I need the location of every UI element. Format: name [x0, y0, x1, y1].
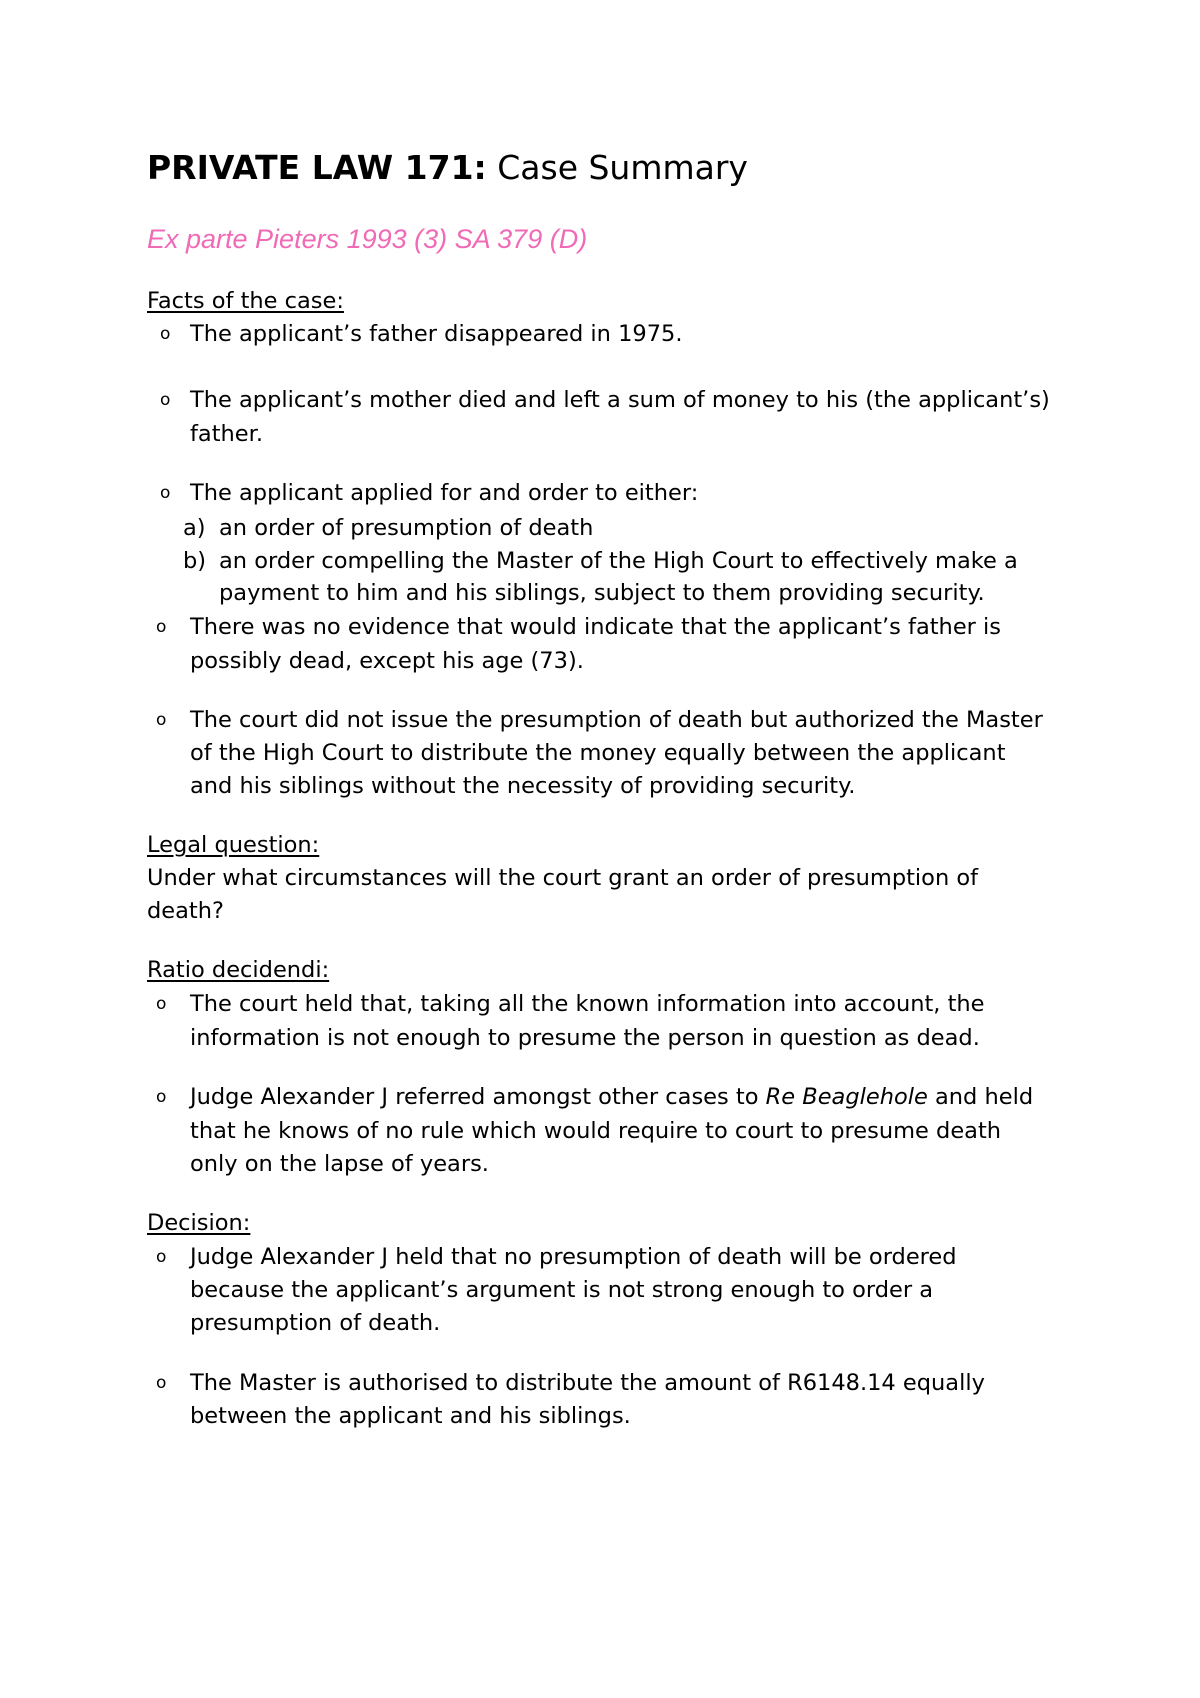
decision-item-2-line-1: The Master is authorised to distribute the amount of R6148.14 equally [190, 1370, 985, 1396]
sub-item-a-line-1: an order of presumption of death [219, 515, 594, 541]
title-subtitle: Case Summary [486, 148, 748, 187]
sub-item-a-label: a) [183, 515, 206, 541]
bullet-icon: o [156, 617, 167, 637]
sub-item-b-line-1: an order compelling the Master of the High Court to effectively make a [219, 548, 1018, 574]
facts-item-5-line-2: of the High Court to distribute the money equally between the applicant [190, 740, 1006, 766]
sub-item-b-label: b) [183, 548, 207, 574]
decision-item-1-line-1: Judge Alexander J held that no presumption of death will be ordered [190, 1244, 957, 1270]
legal-question-heading: Legal question: [147, 832, 320, 858]
bullet-icon: o [160, 324, 171, 344]
bullet-icon: o [156, 994, 167, 1014]
ratio-item-2-line-1-post: and held [927, 1084, 1034, 1110]
ratio-item-1-line-1: The court held that, taking all the known information into account, the [190, 991, 985, 1017]
case-name: Ex parte Pieters 1993 (3) SA 379 (D) [147, 224, 588, 254]
bullet-icon: o [156, 1247, 167, 1267]
facts-item-4-line-2: possibly dead, except his age (73). [190, 648, 584, 674]
bullet-icon: o [160, 483, 171, 503]
bullet-icon: o [160, 390, 171, 410]
facts-item-4-line-1: There was no evidence that would indicate that the applicant’s father is [190, 614, 1002, 640]
decision-heading: Decision: [147, 1210, 251, 1236]
facts-item-3-line-1: The applicant applied for and order to either: [190, 480, 699, 506]
facts-item-5-line-3: and his siblings without the necessity of providing security. [190, 773, 856, 799]
facts-heading: Facts of the case: [147, 288, 344, 314]
title-course: PRIVATE LAW 171: [147, 148, 487, 187]
ratio-item-2-line-1 [190, 1081, 1033, 1114]
ratio-heading: Ratio decidendi: [147, 957, 330, 983]
bullet-icon: o [156, 1373, 167, 1393]
decision-item-2-line-2: between the applicant and his siblings. [190, 1403, 631, 1429]
case-reference: Re Beaglehole [765, 1084, 928, 1110]
bullet-icon: o [156, 710, 167, 730]
facts-item-2-line-2: father. [190, 421, 263, 447]
page-title [147, 146, 748, 190]
sub-item-b-line-2: payment to him and his siblings, subject to them providing security. [219, 580, 985, 606]
facts-item-5-line-1: The court did not issue the presumption of death but authorized the Master [190, 707, 1043, 733]
ratio-item-2-line-2: that he knows of no rule which would require to court to presume death [190, 1118, 1002, 1144]
legal-question-line-2: death? [147, 898, 224, 924]
decision-item-1-line-3: presumption of death. [190, 1310, 441, 1336]
ratio-item-2-line-3: only on the lapse of years. [190, 1151, 489, 1177]
facts-item-1-line-1: The applicant’s father disappeared in 1975. [190, 321, 683, 347]
ratio-item-1-line-2: information is not enough to presume the person in question as dead. [190, 1025, 980, 1051]
legal-question-line-1: Under what circumstances will the court grant an order of presumption of [147, 865, 979, 891]
bullet-icon: o [156, 1087, 167, 1107]
ratio-item-2-line-1-pre: Judge Alexander J referred amongst other cases to [190, 1084, 766, 1110]
decision-item-1-line-2: because the applicant’s argument is not strong enough to order a [190, 1277, 934, 1303]
facts-item-2-line-1: The applicant’s mother died and left a sum of money to his (the applicant’s) [190, 387, 1050, 413]
